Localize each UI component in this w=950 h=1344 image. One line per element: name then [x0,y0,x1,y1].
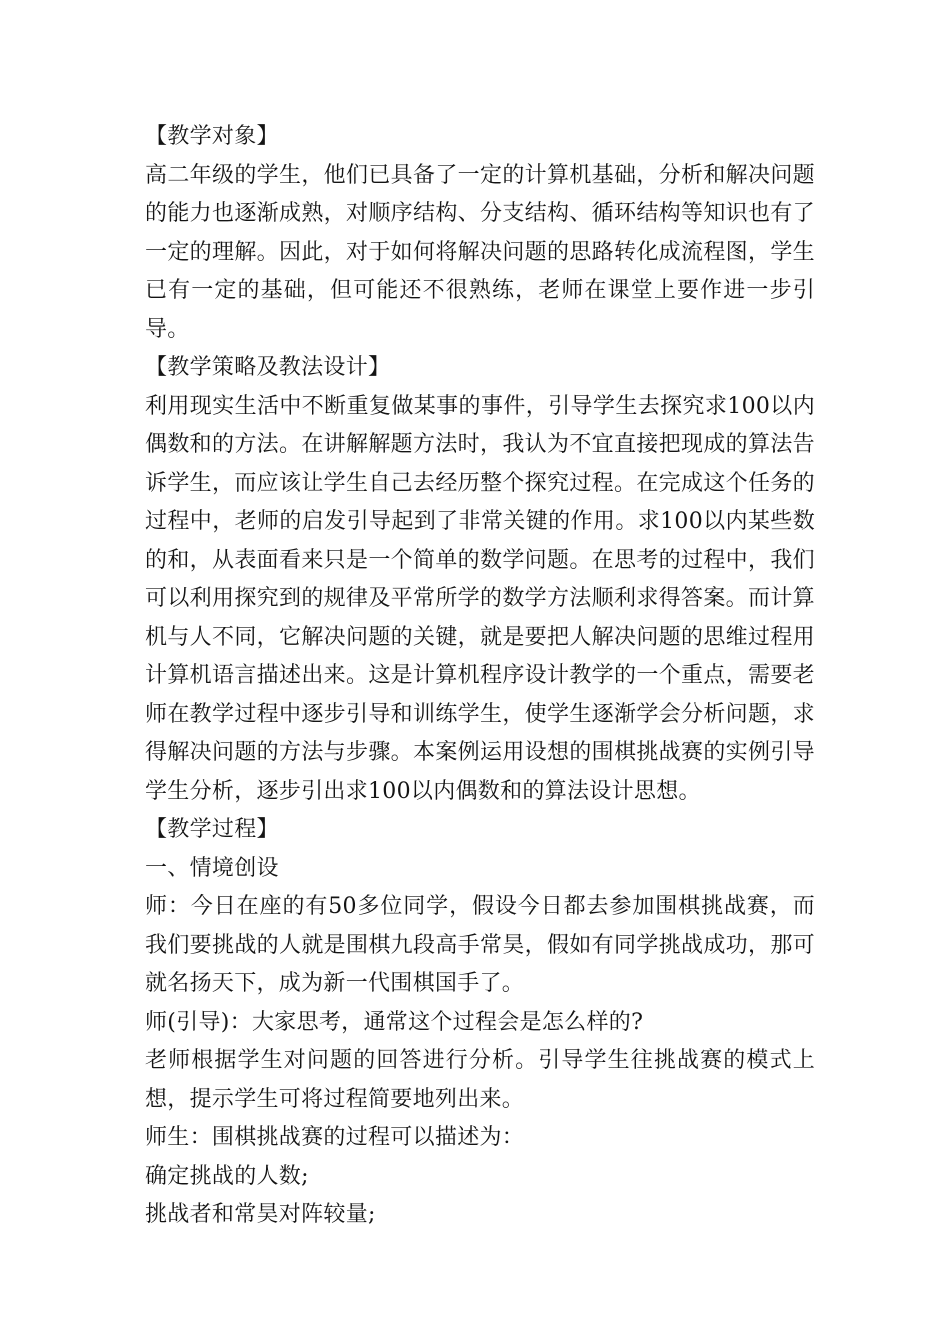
paragraph-teacher-guide: 师(引导)：大家思考，通常这个过程会是怎么样的? [145,1009,644,1035]
list-item-step-2: 挑战者和常昊对阵较量; [145,1202,376,1227]
paragraph-process-description: 师生：围棋挑战赛的过程可以描述为： [145,1125,525,1150]
paragraph-teaching-target: 高二年级的学生，他们已具备了一定的计算机基础，分析和解决问题的能力也逐渐成熟，对顺序结构、分支结构、循环结构等知识也有了一定的理解。因此，对于如何将解决问题的思路转化成流程图，学生已有一定的基础，但可能还不很熟练，老师在课堂上要作进一步引导。 [145,162,815,342]
list-item-step-1: 确定挑战的人数; [145,1163,309,1189]
section-heading-strategy: 【教学策略及教法设计】 [145,355,391,380]
section-heading-process: 【教学过程】 [145,817,279,842]
subheading-scenario: 一、情境创设 [145,855,279,881]
paragraph-teacher-intro: 师：今日在座的有50多位同学，假设今日都去参加围棋挑战赛，而我们要挑战的人就是围棋九段高手常昊，假如有同学挑战成功，那可就名扬天下，成为新一代围棋国手了。 [145,894,815,996]
paragraph-analysis: 老师根据学生对问题的回答进行分析。引导学生往挑战赛的模式上想，提示学生可将过程简要地列出来。 [145,1048,815,1112]
section-heading-teaching-target: 【教学对象】 [145,124,279,149]
paragraph-strategy: 利用现实生活中不断重复做某事的事件，引导学生去探究求100以内偶数和的方法。在讲解解题方法时，我认为不宜直接把现成的算法告诉学生，而应该让学生自己去经历整个探究过程。在完成这个任务的过程中，老师的启发引导起到了非常关键的作用。求100以内某些数的和，从表面看来只是一个简单的数学问题。在思考的过程中，我们可以利用探究到的规律及平常所学的数学方法顺利求得答案。而计算机与人不同，它解决问题的关键，就是要把人解决问题的思维过程用计算机语言描述出来。这是计算机程序设计教学的一个重点，需要老师在教学过程中逐步引导和训练学生，使学生逐渐学会分析问题，求得解决问题的方法与步骤。本案例运用设想的围棋挑战赛的实例引导学生分析，逐步引出求100以内偶数和的算法设计思想。 [145,393,815,804]
document-body [145,118,815,1235]
